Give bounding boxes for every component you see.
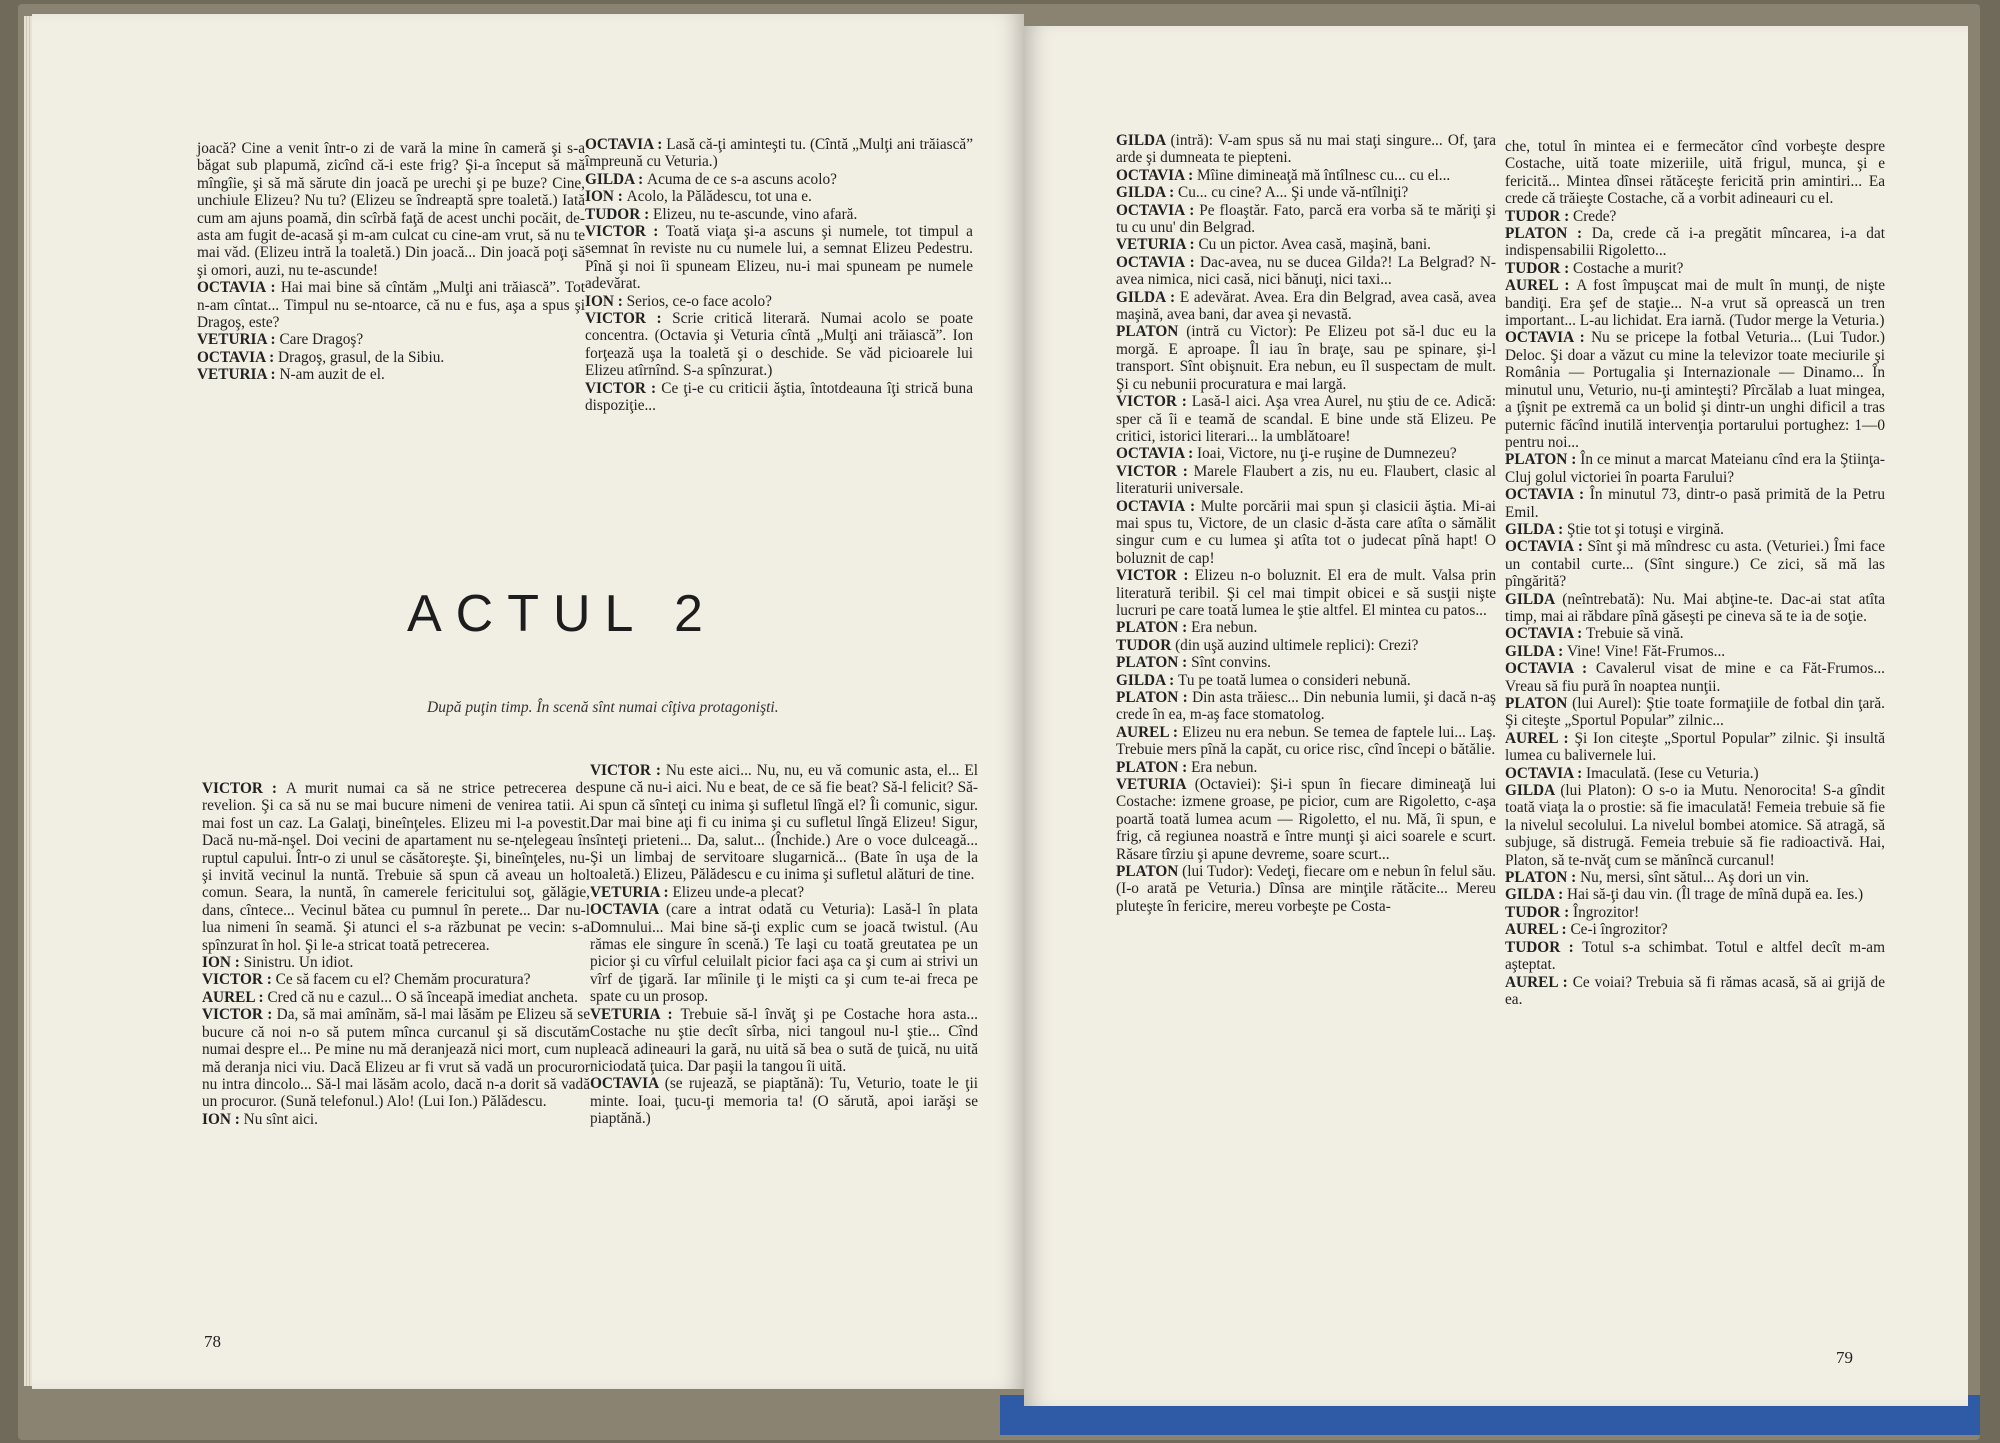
speaker-name: GILDA : xyxy=(1116,288,1180,306)
dialogue-text: Cu un pictor. Avea casă, maşină, bani. xyxy=(1198,236,1431,254)
dialogue-line xyxy=(1505,869,1885,886)
speaker-name: GILDA : xyxy=(1505,642,1568,660)
speaker-name: OCTAVIA : xyxy=(197,348,279,366)
dialogue-text: Elizeu unde-a plecat? xyxy=(672,883,805,901)
speaker-name: GILDA xyxy=(1505,590,1563,608)
speaker-name: PLATON xyxy=(1116,863,1183,881)
speaker-name: OCTAVIA : xyxy=(1116,201,1200,219)
right-column-1 xyxy=(1116,132,1496,915)
dialogue-line xyxy=(197,140,585,279)
dialogue-text: Nu este aici... Nu, nu, eu vă comunic asta, el... El spune că nu-i aici. Nu e beat, de ce să fie beat? Să-l felicit? Să-i spun că sînteţi cu inima şi sufletul lîngă el? Îi comunic, sigur. Dar mai bine aţi fi cu inima şi cu sufletul lîngă Elizeu! Sigur, sînteţi prieteni... Da, salut... (Închide.) Are o voce dulceagă... Şi un limbaj de servitoare slugarnică... (Bate în uşa de la toaletă.) Elizeu, Pălădescu e cu inima şi sufletul alături de tine. xyxy=(590,762,978,884)
dialogue-line xyxy=(1505,921,1885,938)
dialogue-text: Da, să mai amînăm, să-l mai lăsăm pe Elizeu să se bucure că noi n-o să putem mînca curcanul şi să discutăm numai despre el... Pe mine nu mă deranjează nici mort, cum nu mă deranja nici viu. Dacă Elizeu ar fi vrut să vadă un procuror nu intra dincolo... Să-l mai lăsăm acolo, dacă n-a dorit să vadă un procuror. (Sună telefonul.) Alo! (Lui Ion.) Pălădescu. xyxy=(202,1006,590,1111)
dialogue-line xyxy=(1505,886,1885,903)
left-column-2-bottom xyxy=(590,762,978,1128)
dialogue-text: În minutul 73, dintr-o pasă primită de la Petru Emil. xyxy=(1505,486,1885,521)
dialogue-line xyxy=(1505,277,1885,329)
dialogue-text: (lui Platon): O s-o ia Mutu. Nenorocita! S-a gîndit toată viaţa la o prostie: să fie imaculată! Femeia trebuie să fie la nivelul secolului. La nivelul bombei atomice. Să atragă, să subjuge, să distrugă. Femeia trebuie să fie radioactivă. Hai, Platon, să te-nvăţ cum se mănîncă curcanul! xyxy=(1505,782,1885,869)
speaker-name: PLATON xyxy=(1116,323,1187,341)
speaker-name: PLATON : xyxy=(1505,451,1581,469)
dialogue-text: Elizeu nu era nebun. Se temea de faptele lui... Laş. Trebuie mers pînă la capăt, cu orice risc, cînd începi o bătălie. xyxy=(1116,723,1496,759)
dialogue-line xyxy=(1116,724,1496,759)
dialogue-line xyxy=(1116,463,1496,498)
dialogue-text: che, totul în mintea ei e fermecător cînd vorbeşte despre Costache, uită toate mizeriile, uită frigul, munca, şi e fericită... Mintea dînsei rătăceşte fericită prin amintiri... Ea crede că trăieşte Costache, că a vorbit adineauri cu el. xyxy=(1505,138,1885,208)
dialogue-text: Ştie tot şi totuşi e virgină. xyxy=(1567,520,1724,538)
dialogue-line xyxy=(1505,643,1885,660)
dialogue-text: Scrie critică literară. Numai acolo se poate concentra. (Octavia şi Veturia cîntă „Mulţi ani trăiască”. Ion forţează uşa la toaletă şi o deschide. Se văd picioarele lui Elizeu atîrnînd. S-a spînzurat.) xyxy=(585,310,973,380)
dialogue-line xyxy=(1116,776,1496,863)
speaker-name: OCTAVIA : xyxy=(1505,625,1587,643)
dialogue-line xyxy=(1116,184,1496,201)
dialogue-line xyxy=(1116,254,1496,289)
speaker-name: VICTOR : xyxy=(590,762,666,779)
dialogue-line xyxy=(197,279,585,331)
dialogue-line xyxy=(1505,260,1885,277)
dialogue-text: (lui Aurel): Ştie toate formaţiile de fotbal din ţară. Şi citeşte „Sportul Popular” zilnic... xyxy=(1505,695,1885,730)
dialogue-line xyxy=(202,1006,590,1110)
left-column-2-top xyxy=(585,136,973,415)
dialogue-text: (intră): V-am spus să nu mai staţi singure... Of, ţara arde şi dumneata te piepteni. xyxy=(1116,132,1496,167)
dialogue-line xyxy=(1116,323,1496,393)
dialogue-text: Elizeu, nu te-ascunde, vino afară. xyxy=(653,205,858,223)
dialogue-line xyxy=(1116,567,1496,619)
dialogue-line xyxy=(1116,689,1496,724)
dialogue-line xyxy=(1505,625,1885,642)
dialogue-text: Acuma de ce s-a ascuns acolo? xyxy=(647,170,837,188)
speaker-name: VICTOR : xyxy=(1116,567,1195,585)
speaker-name: PLATON : xyxy=(1116,654,1192,672)
speaker-name: GILDA : xyxy=(1505,886,1568,904)
speaker-name: ION : xyxy=(585,292,627,310)
dialogue-line xyxy=(585,293,973,310)
speaker-name: VICTOR : xyxy=(202,780,286,797)
dialogue-text: Din asta trăiesc... Din nebunia lumii, şi dacă n-aş crede în ea, m-aş face stomatolog. xyxy=(1116,689,1496,724)
speaker-name: GILDA xyxy=(1116,132,1171,149)
dialogue-text: Ce voiai? Trebuia să fi rămas acasă, să ai grijă de ea. xyxy=(1505,973,1885,1008)
speaker-name: VICTOR : xyxy=(1116,462,1194,480)
speaker-name: PLATON : xyxy=(1505,869,1581,887)
dialogue-text: (neîntrebată): Nu. Mai abţine-te. Dac-ai stat atîta timp, mai ai răbdare pînă găseşti pe cineva să te ia de soţie. xyxy=(1505,590,1885,625)
dialogue-text: Sinistru. Un idiot. xyxy=(243,954,354,972)
dialogue-text: Cu... cu cine? A... Şi unde vă-ntîlniţi? xyxy=(1178,184,1409,202)
dialogue-line xyxy=(1505,782,1885,869)
speaker-name: TUDOR : xyxy=(1505,938,1583,956)
dialogue-text: joacă? Cine a venit într-o zi de vară la mine în cameră şi s-a băgat sub plapumă, zicînd că-i este frig? Şi-a început să mă mîngîie, şi să mă sărute din joacă pe urechi şi pe buze? Cine, unchiule Elizeu? Nu tu? (Elizeu se îndreaptă spre toaletă.) Iată cum am ajuns poamă, din scîrbă faţă de acest unchi pocăit, de-asta am fugit de-acasă şi m-am culcat cu cine-am vrut, să nu te mai văd. (Elizeu intră la toaletă.) Din joacă... Din joacă poţi să şi omori, auzi, nu te-ascunde! xyxy=(197,140,585,279)
page-number-left: 78 xyxy=(204,1332,221,1351)
speaker-name: VETURIA xyxy=(1116,776,1195,794)
act-title: ACTUL 2 xyxy=(407,585,717,643)
dialogue-text: Nu sînt aici. xyxy=(243,1110,319,1128)
dialogue-line xyxy=(1505,904,1885,921)
speaker-name: GILDA : xyxy=(585,170,648,188)
dialogue-text: Îngrozitor! xyxy=(1573,903,1640,921)
speaker-name: OCTAVIA : xyxy=(1505,660,1596,678)
speaker-name: OCTAVIA xyxy=(590,901,667,919)
dialogue-line xyxy=(202,1111,590,1128)
speaker-name: AUREL : xyxy=(1505,921,1571,939)
speaker-name: PLATON : xyxy=(1116,619,1192,637)
dialogue-line xyxy=(1505,138,1885,208)
dialogue-line xyxy=(1116,445,1496,462)
dialogue-text: A murit numai ca să ne strice petrecerea de revelion. Şi ca să nu se mai bucure nimeni de venirea tatii. A mai fost un caz. La Galaţi, bineînţeles. Elizeu mi l-a povestit. Dacă nu-mă-nşel. Doi vecini de apartament nu se-nţelegeau în ruptul capului. Într-o zi unul se căsătoreşte. Şi, bineînţeles, nu-şi invită vecinul la nuntă. Trebuie să spun că aveau un hol comun. Seara, la nuntă, în camerele fericitului soţ, gălăgie, dans, cîntece... Vecinul bătea cu pumnul în perete... Dar nu-l lua nimeni în seamă. Şi atunci el s-a răzbunat pe vecin: s-a spînzurat în hol. Şi le-a stricat toată petrecerea. xyxy=(202,780,590,954)
dialogue-text: Cred că nu e cazul... O să înceapă imediat ancheta. xyxy=(267,988,578,1006)
left-page xyxy=(32,14,1024,1389)
speaker-name: OCTAVIA : xyxy=(1505,329,1592,347)
dialogue-line xyxy=(1505,939,1885,974)
speaker-name: GILDA : xyxy=(1116,184,1179,202)
speaker-name: GILDA : xyxy=(1116,671,1179,689)
dialogue-line xyxy=(1505,765,1885,782)
speaker-name: VICTOR : xyxy=(202,971,276,989)
speaker-name: GILDA xyxy=(1505,782,1561,800)
dialogue-text: Totul s-a schimbat. Totul e altfel decît m-am aşteptat. xyxy=(1505,938,1885,974)
speaker-name: TUDOR : xyxy=(1505,903,1573,921)
dialogue-line xyxy=(197,331,585,348)
dialogue-line xyxy=(585,171,973,188)
dialogue-line xyxy=(202,989,590,1006)
dialogue-text: Dac-avea, nu se ducea Gilda?! La Belgrad? N-avea nimica, nici casă, nici bănuţi, nici taxi... xyxy=(1116,253,1496,289)
right-page xyxy=(1024,26,1968,1406)
dialogue-text: Tu pe toată lumea o consideri nebună. xyxy=(1178,671,1411,689)
dialogue-line xyxy=(202,971,590,988)
dialogue-line xyxy=(1116,637,1496,654)
speaker-name: PLATON xyxy=(1505,695,1573,712)
dialogue-line xyxy=(202,780,590,954)
speaker-name: OCTAVIA : xyxy=(1116,445,1198,463)
dialogue-line xyxy=(1116,236,1496,253)
speaker-name: OCTAVIA : xyxy=(1116,166,1198,184)
dialogue-line xyxy=(1505,451,1885,486)
dialogue-text: Nu, mersi, sînt sătul... Aş dori un vin. xyxy=(1580,869,1810,887)
dialogue-line xyxy=(585,188,973,205)
dialogue-text: În ce minut a marcat Mateianu cînd era la Ştiinţa-Cluj golul victoriei în poarta Farului? xyxy=(1505,451,1885,486)
speaker-name: OCTAVIA : xyxy=(585,136,667,153)
speaker-name: TUDOR : xyxy=(1505,259,1573,277)
dialogue-text: Nu se pricepe la fotbal Veturia... (Lui Tudor.) Deloc. Şi doar a văzut cu mine la televizor toate meciurile şi România — Portugalia şi Internazionale — Dinamo... În minutul unu, Veturio, nu-ţi aminteşti? Pîrcălab a luat mingea, a ţîşnit pe extremă ca un bolid şi dintr-un unghi dificil a tras puternic făcînd inutilă intervenţia portarului portughez: 1—0 pentru noi... xyxy=(1505,329,1885,451)
dialogue-text: Trebuie să vină. xyxy=(1586,625,1684,643)
dialogue-line xyxy=(1116,393,1496,445)
dialogue-text: Pe floaştăr. Fato, parcă era vorba să te măriţi şi tu cu unu' din Belgrad. xyxy=(1116,201,1496,237)
dialogue-text: Cavalerul visat de mine e ca Făt-Frumos... Vreau să fiu pură în noaptea nunţii. xyxy=(1505,660,1885,695)
speaker-name: PLATON : xyxy=(1505,225,1592,243)
speaker-name: AUREL : xyxy=(1116,723,1183,741)
speaker-name: OCTAVIA : xyxy=(1116,253,1201,271)
dialogue-text: Imaculată. (Iese cu Veturia.) xyxy=(1586,764,1759,782)
dialogue-line xyxy=(1505,225,1885,260)
dialogue-text: Ce ţi-e cu criticii ăştia, întotdeauna îţi strică buna dispoziţie... xyxy=(585,379,973,415)
speaker-name: VETURIA : xyxy=(197,366,280,384)
dialogue-line xyxy=(1505,591,1885,626)
dialogue-text: Era nebun. xyxy=(1191,758,1258,776)
dialogue-line xyxy=(1116,167,1496,184)
dialogue-line xyxy=(590,901,978,1005)
speaker-name: PLATON : xyxy=(1116,758,1192,776)
dialogue-line xyxy=(1505,486,1885,521)
dialogue-text: Multe porcării mai spun şi clasicii ăştia. Mi-ai mai spus tu, Victore, de un clasic d-ăsta care atîta o sămălit singur cum e cu lumea şi atîta tot o judecat pînă hapt! O boluznit de cap! xyxy=(1116,497,1496,567)
speaker-name: VICTOR : xyxy=(1116,393,1192,411)
dialogue-text: Trebuie să-l învăţ şi pe Costache hora asta... Costache nu ştie decît sîrba, nici tangoul nu-l ştie... Cînd pleacă adineauri la gară, nu uită să bea o sută de ţuică, nu uită niciodată ţuica. Dar paşii la tangou îi uită. xyxy=(590,1005,978,1075)
dialogue-text: (din uşă auzind ultimele replici): Crezi? xyxy=(1175,636,1419,654)
dialogue-line xyxy=(590,884,978,901)
dialogue-text: Hai să-ţi dau vin. (Îl trage de mînă după ea. Ies.) xyxy=(1567,886,1864,904)
speaker-name: TUDOR : xyxy=(585,205,653,223)
dialogue-line xyxy=(1505,208,1885,225)
dialogue-line xyxy=(585,380,973,415)
dialogue-text: Lasă că-ţi aminteşti tu. (Cîntă „Mulţi ani trăiască” împreună cu Veturia.) xyxy=(585,136,973,171)
dialogue-text: Vine! Vine! Făt-Frumos... xyxy=(1567,642,1726,660)
speaker-name: ION : xyxy=(202,1110,244,1128)
speaker-name: AUREL : xyxy=(202,988,268,1006)
stage-direction: După puţin timp. În scenă sînt numai cîţiva protagonişti. xyxy=(427,699,779,716)
speaker-name: OCTAVIA : xyxy=(1505,486,1590,504)
dialogue-text: Acolo, la Pălădescu, tot una e. xyxy=(626,188,812,206)
dialogue-line xyxy=(1505,660,1885,695)
dialogue-line xyxy=(1505,730,1885,765)
dialogue-line xyxy=(1116,132,1496,167)
dialogue-line xyxy=(1116,289,1496,324)
dialogue-line xyxy=(590,1075,978,1127)
speaker-name: PLATON : xyxy=(1116,689,1193,706)
dialogue-line xyxy=(1505,974,1885,1009)
dialogue-line xyxy=(1116,654,1496,671)
dialogue-line xyxy=(585,310,973,380)
dialogue-line xyxy=(590,762,978,884)
speaker-name: ION : xyxy=(585,188,627,206)
dialogue-text: (care a intrat odată cu Veturia): Lasă-l în plata Domnului... Mai bine să-ţi explic cum se joacă twistul. (Au rămas ele singure în scenă.) Te laşi cu toată greutatea pe un picior şi cu vîrful celuilalt picior faci aşa ca şi cum ai strivi un vîrf de ţigară. Iar mîinile ţi le mişti ca şi cum te-ai freca pe spate cu un prosop. xyxy=(590,901,978,1006)
dialogue-line xyxy=(1116,672,1496,689)
dialogue-line xyxy=(590,1006,978,1076)
dialogue-text: Mîine dimineaţă mă întîlnesc cu... cu el... xyxy=(1197,166,1451,184)
speaker-name: AUREL : xyxy=(1505,729,1575,747)
dialogue-line xyxy=(1505,521,1885,538)
speaker-name: GILDA : xyxy=(1505,520,1568,538)
page-number-right: 79 xyxy=(1836,1348,1853,1367)
dialogue-line xyxy=(1505,329,1885,451)
speaker-name: VICTOR : xyxy=(585,379,662,397)
dialogue-line xyxy=(1505,695,1885,730)
dialogue-text: Dragoş, grasul, de la Sibiu. xyxy=(278,348,445,366)
dialogue-text: (Octaviei): Şi-i spun în fiecare dimineaţă lui Costache: izmene groase, pe picior, cum are Rigoletto, c-aşa poartă toată lumea acum — Rigoletto, el nu. Mă, îi spun, e frig, că regiunea noastră e între munţi şi aici soarele e scurt. Răsare tîrziu şi apune devreme, soare scurt... xyxy=(1116,776,1496,863)
speaker-name: VETURIA : xyxy=(590,883,673,901)
dialogue-text: (intră cu Victor): Pe Elizeu pot să-l duc eu la morgă. E aproape. Îl iau în braţe, sau pe spinare, şi-l transport. Sînt obişnuit. Era nebun, eu îl suspectam de mult. Şi cu nebunii procuratura e mai largă. xyxy=(1116,323,1496,393)
dialogue-text: Ce-i îngrozitor? xyxy=(1570,921,1668,939)
dialogue-line xyxy=(202,954,590,971)
speaker-name: AUREL : xyxy=(1505,277,1577,295)
dialogue-text: N-am auzit de el. xyxy=(279,366,385,384)
speaker-name: ION : xyxy=(202,954,244,972)
dialogue-line xyxy=(585,206,973,223)
speaker-name: OCTAVIA : xyxy=(1116,497,1201,515)
dialogue-line xyxy=(197,366,585,383)
dialogue-text: Marele Flaubert a zis, nu eu. Flaubert, clasic al literaturii universale. xyxy=(1116,462,1496,498)
speaker-name: TUDOR : xyxy=(1505,207,1573,225)
dialogue-line xyxy=(197,349,585,366)
dialogue-text: Toată viaţa şi-a ascuns şi numele, tot timpul a semnat în reviste nu cu numele lui, a semnat Elizeu Pedestru. Pînă şi noi îi spuneam Elizeu, nu-i mai spuneam pe numele adevărat. xyxy=(585,223,973,293)
speaker-name: AUREL : xyxy=(1505,973,1573,991)
dialogue-text: Costache a murit? xyxy=(1573,259,1684,277)
speaker-name: OCTAVIA : xyxy=(197,279,281,297)
dialogue-text: Hai mai bine să cîntăm „Mulţi ani trăiască”. Tot n-am cîntat... Timpul nu se-ntoarce, că nu e fus, aşa a spus şi Dragoş, este? xyxy=(197,279,585,332)
dialogue-text: Sînt şi mă mîndresc cu asta. (Veturiei.) Îmi face un contabil curte... (Sînt singure.) Ce zici, să mă las pîngărită? xyxy=(1505,538,1885,591)
dialogue-text: Da, crede că i-a pregătit mîncarea, i-a dat indispensabilii Rigoletto... xyxy=(1505,225,1885,260)
right-column-2 xyxy=(1505,138,1885,1008)
speaker-name: VETURIA : xyxy=(197,331,280,349)
speaker-name: VICTOR : xyxy=(585,223,666,241)
dialogue-text: Serios, ce-o face acolo? xyxy=(626,292,772,310)
dialogue-line xyxy=(585,223,973,293)
left-column-1-top xyxy=(197,140,585,384)
speaker-name: VICTOR : xyxy=(202,1006,277,1024)
dialogue-text: Care Dragoş? xyxy=(279,331,364,349)
left-column-1-bottom xyxy=(202,780,590,1128)
dialogue-text: A fost împuşcat mai de mult în munţi, de nişte bandiţi. Era şef de staţie... N-a vrut să oprească un tren important... L-au lichidat. Era iarnă. (Tudor merge la Veturia.) xyxy=(1505,277,1885,330)
dialogue-line xyxy=(1505,538,1885,590)
dialogue-text: Elizeu n-o boluznit. El era de mult. Valsa prin literatură teribil. Şi cel mai timpit obicei e să susţii nişte lucruri pe care toată lumea le ştie altfel. El mintea cu patos... xyxy=(1116,567,1496,619)
speaker-name: OCTAVIA : xyxy=(1505,764,1587,782)
dialogue-text: Sînt convins. xyxy=(1191,654,1271,672)
dialogue-text: (se rujează, se piaptănă): Tu, Veturio, toate le ţii minte. Ioai, ţucu-ţi memoria ta! (O sărută, apoi iarăşi se piaptănă.) xyxy=(590,1075,978,1128)
speaker-name: TUDOR xyxy=(1116,636,1176,654)
dialogue-text: (lui Tudor): Vedeţi, fiecare om e nebun în felul său. (I-o arată pe Veturia.) Dînsa are minţile rătăcite... Mereu pluteşte în fericire, mereu vorbeşte pe Costa- xyxy=(1116,863,1496,915)
dialogue-line xyxy=(1116,498,1496,568)
dialogue-text: Lasă-l aici. Aşa vrea Aurel, nu ştiu de ce. Adică: sper că îi e teamă de scandal. E bine unde stă Elizeu. Pe critici, istorici literari... la umblătoare! xyxy=(1116,393,1496,445)
dialogue-line xyxy=(1116,863,1496,915)
speaker-name: VICTOR : xyxy=(585,310,673,328)
speaker-name: OCTAVIA : xyxy=(1505,538,1588,556)
dialogue-text: Crede? xyxy=(1573,207,1617,225)
dialogue-line xyxy=(1116,619,1496,636)
dialogue-text: E adevărat. Avea. Era din Belgrad, avea casă, avea maşină, avea bani, dar avea şi nevastă. xyxy=(1116,288,1496,324)
dialogue-text: Ce să facem cu el? Chemăm procuratura? xyxy=(275,971,531,989)
speaker-name: VETURIA : xyxy=(590,1005,681,1023)
dialogue-text: Ioai, Victore, nu ţi-e ruşine de Dumnezeu? xyxy=(1197,445,1457,463)
dialogue-text: Era nebun. xyxy=(1191,619,1258,637)
dialogue-line xyxy=(585,136,973,171)
speaker-name: VETURIA : xyxy=(1116,236,1199,254)
dialogue-text: Şi Ion citeşte „Sportul Popular” zilnic. Şi insultă lumea cu balivernele lui. xyxy=(1505,729,1885,765)
dialogue-line xyxy=(1116,759,1496,776)
dialogue-line xyxy=(1116,202,1496,237)
speaker-name: OCTAVIA xyxy=(590,1075,665,1093)
